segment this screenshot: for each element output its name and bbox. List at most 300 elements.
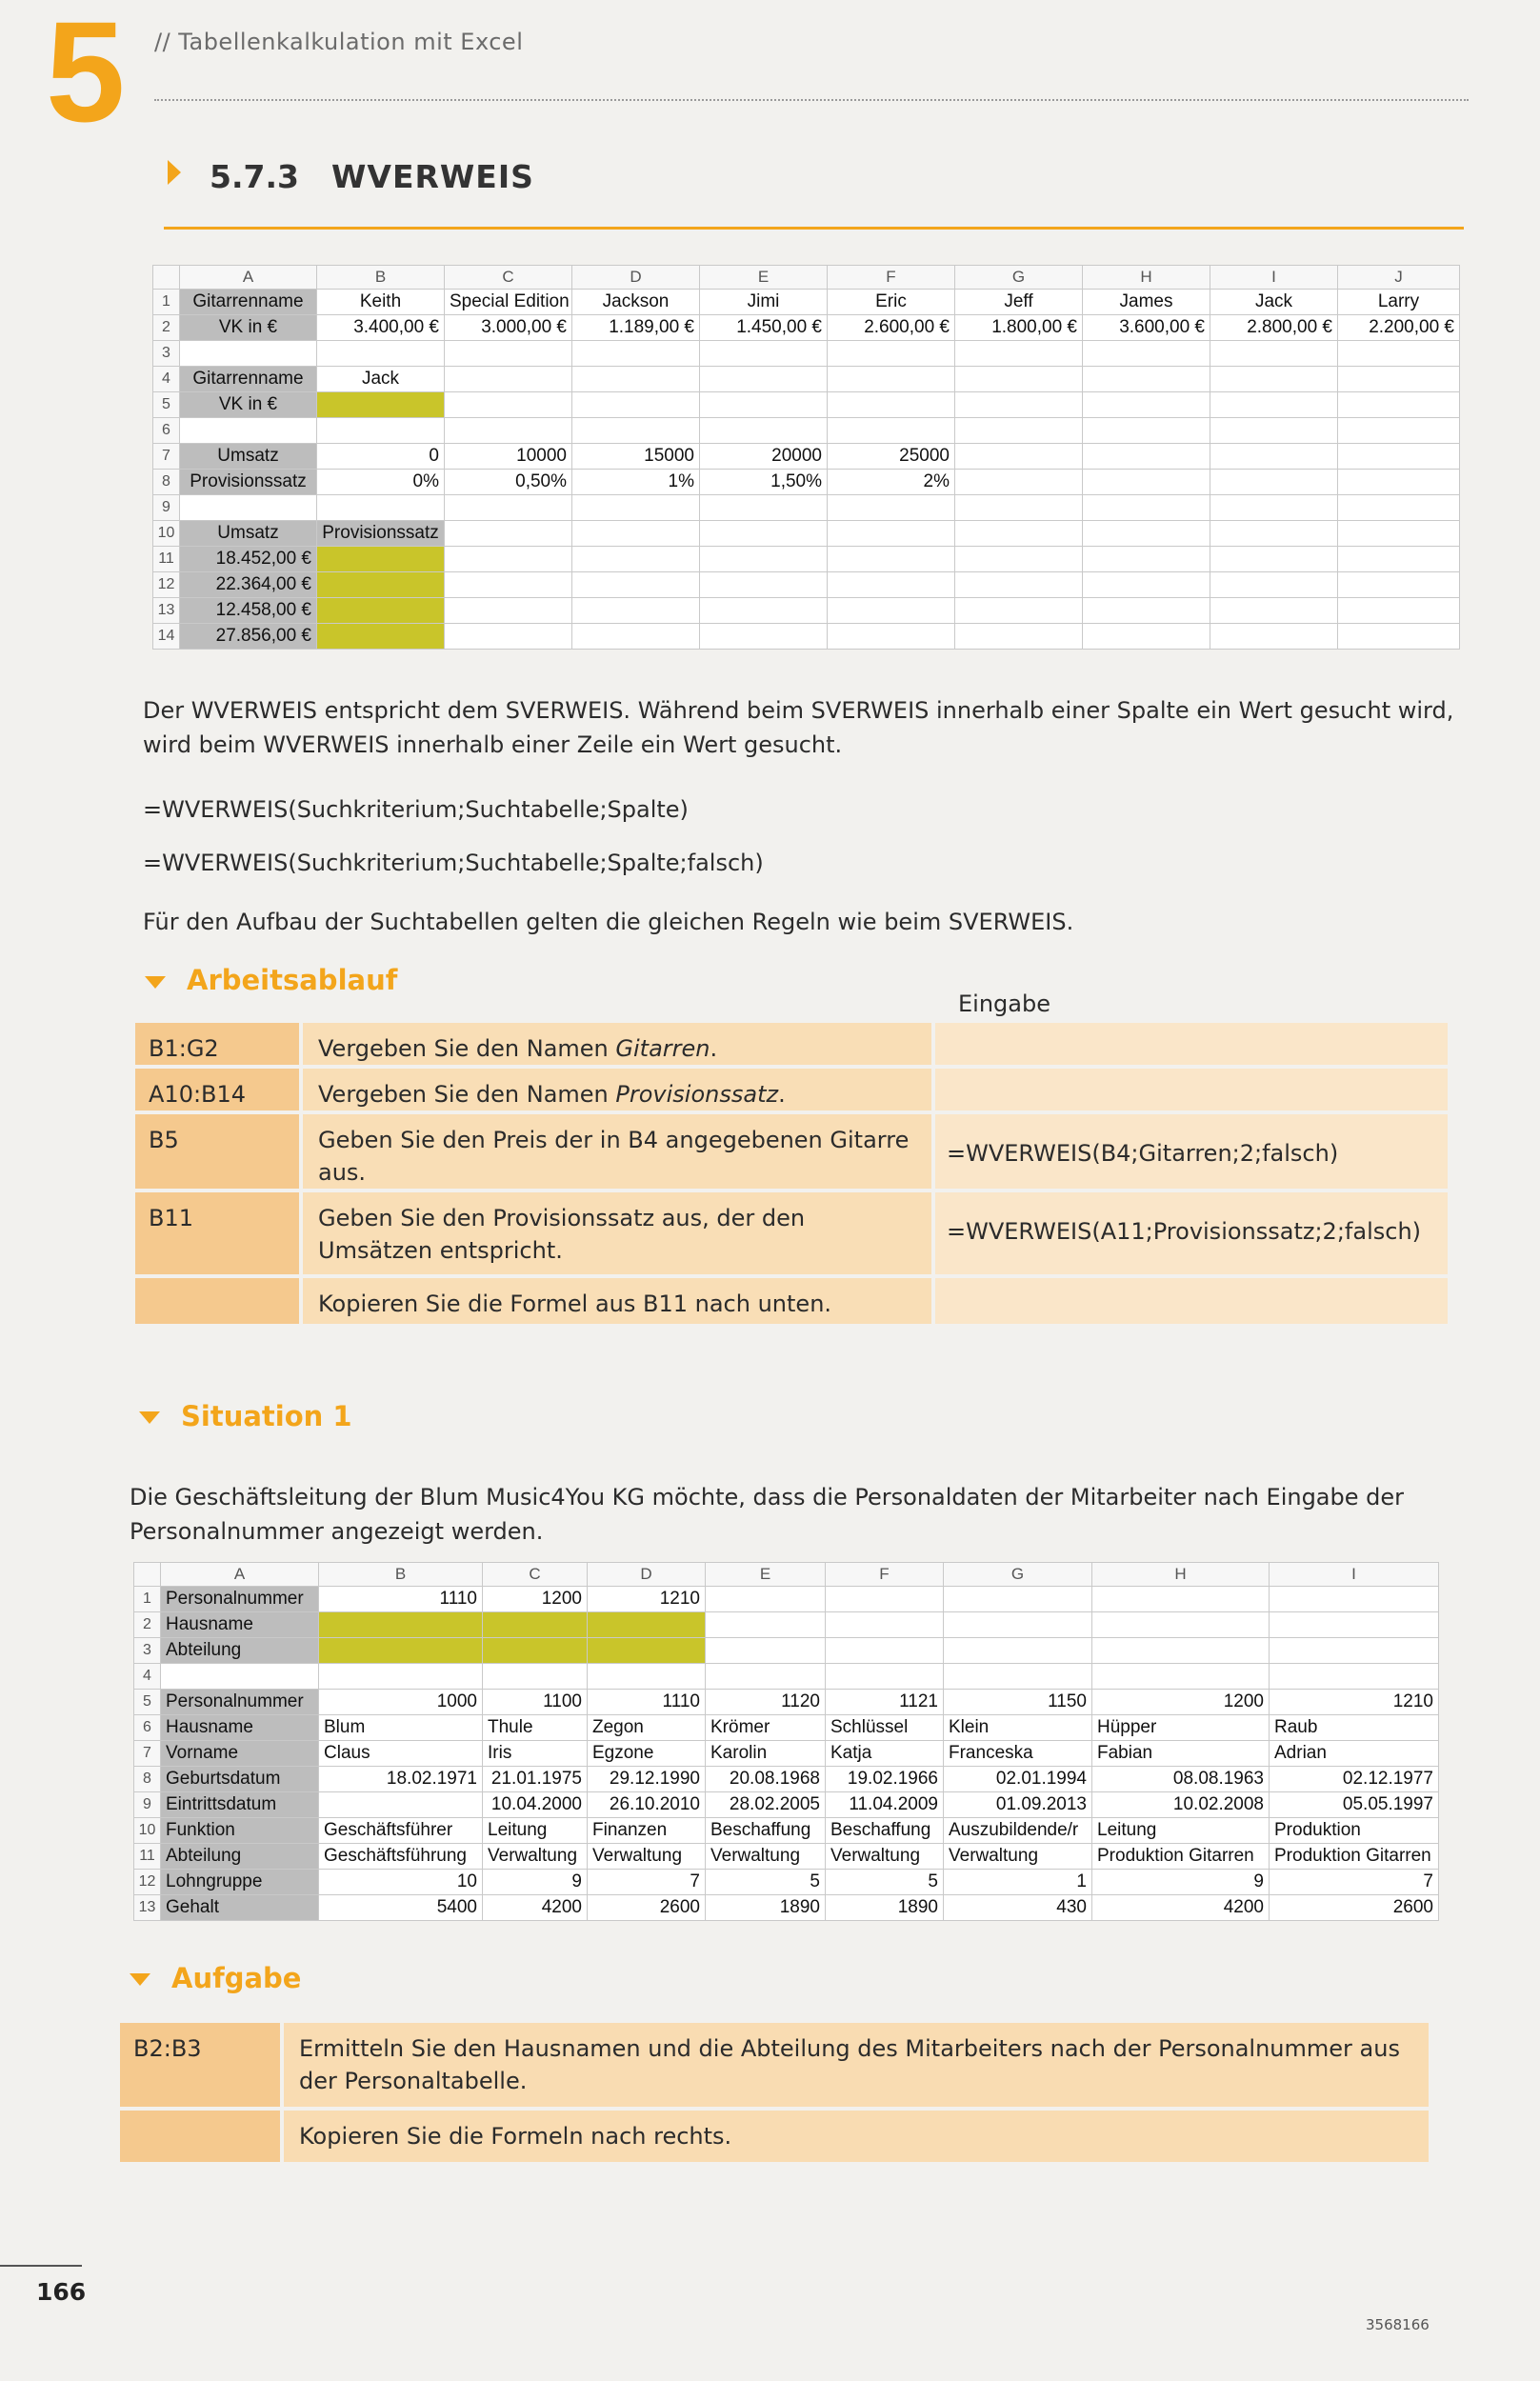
sheet-cell[interactable] [1210, 521, 1338, 547]
sheet-cell[interactable]: Produktion [1270, 1818, 1439, 1844]
sheet-cell[interactable] [700, 495, 828, 521]
sheet-cell[interactable]: 3.000,00 € [445, 315, 572, 341]
sheet-cell[interactable]: 1890 [826, 1895, 944, 1921]
sheet-cell[interactable]: Verwaltung [944, 1844, 1092, 1870]
sheet-cell[interactable]: Funktion [161, 1818, 319, 1844]
sheet-cell[interactable]: 1110 [319, 1587, 483, 1612]
sheet-cell[interactable]: Raub [1270, 1715, 1439, 1741]
column-header[interactable]: G [944, 1563, 1092, 1587]
sheet-cell[interactable]: Schlüssel [826, 1715, 944, 1741]
sheet-cell[interactable]: 0% [317, 470, 445, 495]
sheet-cell[interactable]: 12.458,00 € [180, 598, 317, 624]
sheet-cell[interactable]: 11.04.2009 [826, 1792, 944, 1818]
sheet-cell[interactable]: 5 [706, 1870, 826, 1895]
sheet-cell[interactable]: 28.02.2005 [706, 1792, 826, 1818]
sheet-cell[interactable] [944, 1587, 1092, 1612]
sheet-cell[interactable]: Klein [944, 1715, 1092, 1741]
row-header[interactable]: 2 [134, 1612, 161, 1638]
sheet-cell[interactable] [700, 598, 828, 624]
sheet-cell[interactable]: 20000 [700, 444, 828, 470]
sheet-cell[interactable] [317, 624, 445, 650]
sheet-cell[interactable] [572, 418, 700, 444]
row-header[interactable]: 6 [153, 418, 180, 444]
sheet-cell[interactable] [572, 572, 700, 598]
column-header[interactable]: B [317, 266, 445, 290]
sheet-cell[interactable]: 27.856,00 € [180, 624, 317, 650]
sheet-cell[interactable] [706, 1612, 826, 1638]
sheet-cell[interactable] [317, 547, 445, 572]
sheet-cell[interactable]: 430 [944, 1895, 1092, 1921]
sheet-cell[interactable]: Krömer [706, 1715, 826, 1741]
sheet-cell[interactable]: 3.400,00 € [317, 315, 445, 341]
sheet-cell[interactable] [826, 1664, 944, 1690]
sheet-cell[interactable] [445, 547, 572, 572]
sheet-cell[interactable] [317, 392, 445, 418]
column-header[interactable]: F [828, 266, 955, 290]
sheet-cell[interactable] [706, 1587, 826, 1612]
row-header[interactable]: 5 [153, 392, 180, 418]
sheet-cell[interactable]: Verwaltung [483, 1844, 588, 1870]
sheet-cell[interactable]: 5 [826, 1870, 944, 1895]
sheet-cell[interactable]: Produktion Gitarren [1270, 1844, 1439, 1870]
sheet-cell[interactable]: 7 [1270, 1870, 1439, 1895]
sheet-cell[interactable]: VK in € [180, 315, 317, 341]
sheet-cell[interactable]: 2600 [1270, 1895, 1439, 1921]
row-header[interactable]: 9 [153, 495, 180, 521]
sheet-cell[interactable] [588, 1638, 706, 1664]
sheet-cell[interactable] [572, 624, 700, 650]
sheet-cell[interactable]: Geschäftsführung [319, 1844, 483, 1870]
sheet-cell[interactable] [1092, 1638, 1270, 1664]
sheet-cell[interactable]: 2.800,00 € [1210, 315, 1338, 341]
sheet-cell[interactable]: Beschaffung [706, 1818, 826, 1844]
sheet-cell[interactable]: 9 [483, 1870, 588, 1895]
sheet-cell[interactable]: Hüpper [1092, 1715, 1270, 1741]
sheet-cell[interactable]: Provisionssatz [180, 470, 317, 495]
sheet-cell[interactable] [828, 392, 955, 418]
column-header[interactable]: B [319, 1563, 483, 1587]
sheet-cell[interactable]: 18.452,00 € [180, 547, 317, 572]
sheet-cell[interactable] [1083, 547, 1210, 572]
row-header[interactable]: 12 [153, 572, 180, 598]
sheet-cell[interactable] [1210, 392, 1338, 418]
sheet-cell[interactable]: 1.450,00 € [700, 315, 828, 341]
sheet-cell[interactable]: 1000 [319, 1690, 483, 1715]
sheet-cell[interactable]: Umsatz [180, 521, 317, 547]
sheet-cell[interactable]: 10.02.2008 [1092, 1792, 1270, 1818]
row-header[interactable]: 14 [153, 624, 180, 650]
row-header[interactable]: 9 [134, 1792, 161, 1818]
sheet-cell[interactable]: 1200 [483, 1587, 588, 1612]
column-header[interactable]: D [572, 266, 700, 290]
sheet-cell[interactable]: 21.01.1975 [483, 1767, 588, 1792]
select-all-corner[interactable] [134, 1563, 161, 1587]
sheet-cell[interactable]: 1% [572, 470, 700, 495]
sheet-cell[interactable] [828, 598, 955, 624]
sheet-cell[interactable] [828, 624, 955, 650]
sheet-cell[interactable] [1338, 572, 1460, 598]
sheet-cell[interactable]: 26.10.2010 [588, 1792, 706, 1818]
sheet-cell[interactable] [828, 341, 955, 367]
column-header[interactable]: G [955, 266, 1083, 290]
column-header[interactable]: H [1083, 266, 1210, 290]
sheet-cell[interactable]: Abteilung [161, 1638, 319, 1664]
sheet-cell[interactable]: 4200 [1092, 1895, 1270, 1921]
sheet-cell[interactable]: Larry [1338, 290, 1460, 315]
sheet-cell[interactable]: Karolin [706, 1741, 826, 1767]
sheet-cell[interactable]: 2% [828, 470, 955, 495]
sheet-cell[interactable]: 1.800,00 € [955, 315, 1083, 341]
sheet-cell[interactable] [161, 1664, 319, 1690]
sheet-cell[interactable]: James [1083, 290, 1210, 315]
sheet-cell[interactable]: 1890 [706, 1895, 826, 1921]
sheet-cell[interactable]: Personalnummer [161, 1690, 319, 1715]
sheet-cell[interactable] [1083, 521, 1210, 547]
sheet-cell[interactable]: 2.200,00 € [1338, 315, 1460, 341]
row-header[interactable]: 1 [134, 1587, 161, 1612]
sheet-cell[interactable] [1083, 624, 1210, 650]
sheet-cell[interactable]: Auszubildende/r [944, 1818, 1092, 1844]
sheet-cell[interactable]: Jeff [955, 290, 1083, 315]
sheet-cell[interactable]: 1 [944, 1870, 1092, 1895]
sheet-cell[interactable] [1338, 392, 1460, 418]
sheet-cell[interactable] [1338, 495, 1460, 521]
sheet-cell[interactable] [1210, 598, 1338, 624]
sheet-cell[interactable]: 18.02.1971 [319, 1767, 483, 1792]
sheet-cell[interactable]: 2.600,00 € [828, 315, 955, 341]
sheet-cell[interactable] [1338, 418, 1460, 444]
sheet-cell[interactable] [572, 521, 700, 547]
sheet-cell[interactable]: 10.04.2000 [483, 1792, 588, 1818]
sheet-cell[interactable] [944, 1664, 1092, 1690]
row-header[interactable]: 7 [153, 444, 180, 470]
sheet-cell[interactable] [572, 367, 700, 392]
sheet-cell[interactable]: Jimi [700, 290, 828, 315]
sheet-cell[interactable]: Keith [317, 290, 445, 315]
sheet-cell[interactable] [955, 598, 1083, 624]
sheet-cell[interactable]: 1110 [588, 1690, 706, 1715]
sheet-cell[interactable] [445, 495, 572, 521]
column-header[interactable]: D [588, 1563, 706, 1587]
sheet-cell[interactable]: Franceska [944, 1741, 1092, 1767]
sheet-cell[interactable]: 01.09.2013 [944, 1792, 1092, 1818]
sheet-cell[interactable]: 20.08.1968 [706, 1767, 826, 1792]
sheet-cell[interactable] [700, 521, 828, 547]
sheet-cell[interactable]: Thule [483, 1715, 588, 1741]
sheet-cell[interactable]: Jack [317, 367, 445, 392]
row-header[interactable]: 13 [134, 1895, 161, 1921]
select-all-corner[interactable] [153, 266, 180, 290]
sheet-cell[interactable]: Leitung [1092, 1818, 1270, 1844]
sheet-cell[interactable] [828, 418, 955, 444]
sheet-cell[interactable] [1083, 418, 1210, 444]
sheet-cell[interactable] [1338, 470, 1460, 495]
sheet-cell[interactable] [483, 1638, 588, 1664]
sheet-cell[interactable] [572, 547, 700, 572]
sheet-cell[interactable] [445, 624, 572, 650]
sheet-cell[interactable] [828, 367, 955, 392]
sheet-cell[interactable]: 1210 [1270, 1690, 1439, 1715]
column-header[interactable]: A [161, 1563, 319, 1587]
sheet-cell[interactable]: 05.05.1997 [1270, 1792, 1439, 1818]
sheet-cell[interactable]: Leitung [483, 1818, 588, 1844]
sheet-cell[interactable] [1210, 470, 1338, 495]
sheet-cell[interactable] [1092, 1612, 1270, 1638]
sheet-cell[interactable]: Hausname [161, 1612, 319, 1638]
sheet-cell[interactable]: Hausname [161, 1715, 319, 1741]
sheet-cell[interactable] [588, 1664, 706, 1690]
sheet-cell[interactable] [445, 521, 572, 547]
sheet-cell[interactable]: 1120 [706, 1690, 826, 1715]
sheet-cell[interactable] [700, 624, 828, 650]
sheet-cell[interactable] [319, 1612, 483, 1638]
sheet-cell[interactable]: 02.01.1994 [944, 1767, 1092, 1792]
sheet-cell[interactable]: 10 [319, 1870, 483, 1895]
sheet-cell[interactable] [955, 470, 1083, 495]
sheet-cell[interactable] [445, 367, 572, 392]
sheet-cell[interactable] [955, 392, 1083, 418]
sheet-cell[interactable]: 7 [588, 1870, 706, 1895]
sheet-cell[interactable] [588, 1612, 706, 1638]
row-header[interactable]: 10 [134, 1818, 161, 1844]
sheet-cell[interactable] [1270, 1664, 1439, 1690]
sheet-cell[interactable] [826, 1638, 944, 1664]
sheet-cell[interactable] [1270, 1612, 1439, 1638]
sheet-cell[interactable] [483, 1612, 588, 1638]
sheet-cell[interactable] [572, 341, 700, 367]
column-header[interactable]: J [1338, 266, 1460, 290]
sheet-cell[interactable]: 2600 [588, 1895, 706, 1921]
sheet-cell[interactable] [955, 624, 1083, 650]
column-header[interactable]: C [445, 266, 572, 290]
sheet-cell[interactable] [955, 418, 1083, 444]
sheet-cell[interactable] [1338, 367, 1460, 392]
row-header[interactable]: 3 [134, 1638, 161, 1664]
sheet-cell[interactable] [1210, 341, 1338, 367]
column-header[interactable]: H [1092, 1563, 1270, 1587]
sheet-cell[interactable] [1092, 1664, 1270, 1690]
column-header[interactable]: I [1270, 1563, 1439, 1587]
sheet-cell[interactable]: 29.12.1990 [588, 1767, 706, 1792]
sheet-cell[interactable]: 1,50% [700, 470, 828, 495]
sheet-cell[interactable] [317, 418, 445, 444]
sheet-cell[interactable]: Umsatz [180, 444, 317, 470]
row-header[interactable]: 10 [153, 521, 180, 547]
row-header[interactable]: 6 [134, 1715, 161, 1741]
sheet-cell[interactable] [445, 598, 572, 624]
sheet-cell[interactable]: Jackson [572, 290, 700, 315]
sheet-cell[interactable] [828, 495, 955, 521]
sheet-cell[interactable] [445, 572, 572, 598]
sheet-cell[interactable]: 1210 [588, 1587, 706, 1612]
sheet-cell[interactable] [180, 418, 317, 444]
sheet-cell[interactable]: Eric [828, 290, 955, 315]
row-header[interactable]: 4 [153, 367, 180, 392]
sheet-cell[interactable]: Adrian [1270, 1741, 1439, 1767]
sheet-cell[interactable]: Gitarrenname [180, 367, 317, 392]
sheet-cell[interactable]: Vorname [161, 1741, 319, 1767]
sheet-cell[interactable]: Blum [319, 1715, 483, 1741]
sheet-cell[interactable] [572, 392, 700, 418]
sheet-cell[interactable]: Jack [1210, 290, 1338, 315]
sheet-cell[interactable] [955, 521, 1083, 547]
row-header[interactable]: 5 [134, 1690, 161, 1715]
sheet-cell[interactable] [1338, 624, 1460, 650]
sheet-cell[interactable] [1210, 624, 1338, 650]
sheet-cell[interactable]: 10000 [445, 444, 572, 470]
sheet-cell[interactable] [1270, 1638, 1439, 1664]
sheet-cell[interactable] [1210, 495, 1338, 521]
sheet-cell[interactable]: Beschaffung [826, 1818, 944, 1844]
sheet-cell[interactable]: 0 [317, 444, 445, 470]
sheet-cell[interactable]: 02.12.1977 [1270, 1767, 1439, 1792]
sheet-cell[interactable]: 15000 [572, 444, 700, 470]
sheet-cell[interactable] [180, 495, 317, 521]
row-header[interactable]: 7 [134, 1741, 161, 1767]
sheet-cell[interactable]: 5400 [319, 1895, 483, 1921]
sheet-cell[interactable] [944, 1638, 1092, 1664]
sheet-cell[interactable]: 1100 [483, 1690, 588, 1715]
sheet-cell[interactable] [1083, 572, 1210, 598]
sheet-cell[interactable] [1210, 367, 1338, 392]
sheet-cell[interactable] [1338, 598, 1460, 624]
sheet-cell[interactable]: Verwaltung [588, 1844, 706, 1870]
row-header[interactable]: 8 [153, 470, 180, 495]
sheet-cell[interactable] [700, 341, 828, 367]
sheet-cell[interactable]: Verwaltung [826, 1844, 944, 1870]
sheet-cell[interactable]: VK in € [180, 392, 317, 418]
sheet-cell[interactable]: 0,50% [445, 470, 572, 495]
sheet-cell[interactable] [700, 392, 828, 418]
sheet-cell[interactable] [955, 444, 1083, 470]
column-header[interactable]: A [180, 266, 317, 290]
sheet-cell[interactable]: 1.189,00 € [572, 315, 700, 341]
sheet-cell[interactable] [955, 367, 1083, 392]
sheet-cell[interactable] [180, 341, 317, 367]
sheet-cell[interactable]: Gitarrenname [180, 290, 317, 315]
column-header[interactable]: E [706, 1563, 826, 1587]
sheet-cell[interactable]: Lohngruppe [161, 1870, 319, 1895]
sheet-cell[interactable] [826, 1612, 944, 1638]
sheet-cell[interactable] [572, 598, 700, 624]
sheet-cell[interactable] [1083, 444, 1210, 470]
sheet-cell[interactable]: 9 [1092, 1870, 1270, 1895]
sheet-cell[interactable] [1083, 392, 1210, 418]
sheet-cell[interactable] [955, 495, 1083, 521]
sheet-cell[interactable] [317, 598, 445, 624]
sheet-cell[interactable] [828, 521, 955, 547]
sheet-cell[interactable]: Egzone [588, 1741, 706, 1767]
sheet-cell[interactable]: 1150 [944, 1690, 1092, 1715]
sheet-cell[interactable] [700, 547, 828, 572]
sheet-cell[interactable]: Gehalt [161, 1895, 319, 1921]
sheet-cell[interactable]: 22.364,00 € [180, 572, 317, 598]
sheet-cell[interactable]: Provisionssatz [317, 521, 445, 547]
sheet-cell[interactable] [319, 1638, 483, 1664]
sheet-cell[interactable] [445, 341, 572, 367]
sheet-cell[interactable] [1210, 547, 1338, 572]
sheet-cell[interactable] [700, 367, 828, 392]
sheet-cell[interactable]: Geburtsdatum [161, 1767, 319, 1792]
sheet-cell[interactable]: 1121 [826, 1690, 944, 1715]
sheet-cell[interactable] [828, 572, 955, 598]
row-header[interactable]: 4 [134, 1664, 161, 1690]
sheet-cell[interactable] [317, 341, 445, 367]
sheet-cell[interactable]: 4200 [483, 1895, 588, 1921]
sheet-cell[interactable]: 19.02.1966 [826, 1767, 944, 1792]
row-header[interactable]: 12 [134, 1870, 161, 1895]
sheet-cell[interactable] [1338, 521, 1460, 547]
sheet-cell[interactable] [1270, 1587, 1439, 1612]
sheet-cell[interactable] [955, 547, 1083, 572]
sheet-cell[interactable]: 3.600,00 € [1083, 315, 1210, 341]
sheet-cell[interactable] [828, 547, 955, 572]
sheet-cell[interactable]: Zegon [588, 1715, 706, 1741]
sheet-cell[interactable] [1083, 495, 1210, 521]
sheet-cell[interactable]: Special Edition [445, 290, 572, 315]
sheet-cell[interactable]: 1200 [1092, 1690, 1270, 1715]
sheet-cell[interactable] [1083, 470, 1210, 495]
sheet-cell[interactable] [1083, 598, 1210, 624]
sheet-cell[interactable] [483, 1664, 588, 1690]
sheet-cell[interactable] [826, 1587, 944, 1612]
sheet-cell[interactable] [1210, 444, 1338, 470]
row-header[interactable]: 11 [134, 1844, 161, 1870]
sheet-cell[interactable] [1083, 367, 1210, 392]
sheet-cell[interactable]: Eintrittsdatum [161, 1792, 319, 1818]
sheet-cell[interactable] [572, 495, 700, 521]
sheet-cell[interactable]: Personalnummer [161, 1587, 319, 1612]
sheet-cell[interactable] [1338, 444, 1460, 470]
column-header[interactable]: C [483, 1563, 588, 1587]
sheet-cell[interactable]: 08.08.1963 [1092, 1767, 1270, 1792]
sheet-cell[interactable] [700, 418, 828, 444]
sheet-cell[interactable]: Geschäftsführer [319, 1818, 483, 1844]
sheet-cell[interactable]: Produktion Gitarren [1092, 1844, 1270, 1870]
sheet-cell[interactable] [1210, 418, 1338, 444]
sheet-cell[interactable] [706, 1638, 826, 1664]
sheet-cell[interactable] [706, 1664, 826, 1690]
sheet-cell[interactable]: Katja [826, 1741, 944, 1767]
row-header[interactable]: 8 [134, 1767, 161, 1792]
sheet-cell[interactable] [1092, 1587, 1270, 1612]
sheet-cell[interactable] [319, 1664, 483, 1690]
row-header[interactable]: 11 [153, 547, 180, 572]
sheet-cell[interactable] [317, 495, 445, 521]
sheet-cell[interactable] [317, 572, 445, 598]
sheet-cell[interactable]: Abteilung [161, 1844, 319, 1870]
column-header[interactable]: I [1210, 266, 1338, 290]
row-header[interactable]: 13 [153, 598, 180, 624]
sheet-cell[interactable]: 25000 [828, 444, 955, 470]
row-header[interactable]: 3 [153, 341, 180, 367]
sheet-cell[interactable] [700, 572, 828, 598]
sheet-cell[interactable] [955, 572, 1083, 598]
sheet-cell[interactable] [445, 392, 572, 418]
sheet-cell[interactable] [1083, 341, 1210, 367]
sheet-cell[interactable]: Claus [319, 1741, 483, 1767]
sheet-cell[interactable]: Fabian [1092, 1741, 1270, 1767]
column-header[interactable]: E [700, 266, 828, 290]
sheet-cell[interactable] [445, 418, 572, 444]
sheet-cell[interactable] [319, 1792, 483, 1818]
sheet-cell[interactable] [944, 1612, 1092, 1638]
sheet-cell[interactable]: Iris [483, 1741, 588, 1767]
column-header[interactable]: F [826, 1563, 944, 1587]
sheet-cell[interactable]: Finanzen [588, 1818, 706, 1844]
sheet-cell[interactable] [1338, 341, 1460, 367]
row-header[interactable]: 1 [153, 290, 180, 315]
